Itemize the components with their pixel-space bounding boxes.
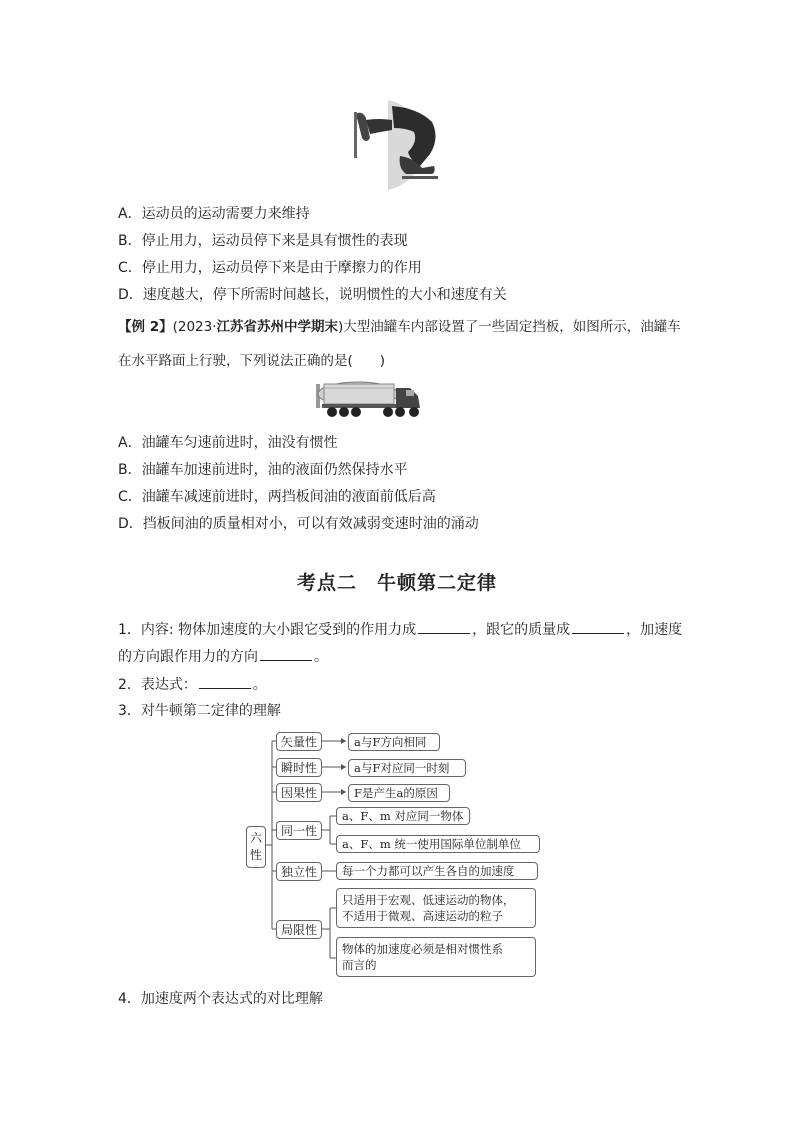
section-title: 考点二 牛顿第二定律 — [296, 572, 497, 594]
option-d: D．速度越大，停下所需时间越长，说明惯性的大小和速度有关 — [118, 287, 507, 303]
ex2-option-a: A．油罐车匀速前进时，油没有惯性 — [118, 435, 338, 451]
identity-item-1: a、F、m 对应同一物体 — [336, 807, 470, 825]
example-stem-line-1: 大型油罐车内部设置了一些固定挡板，如图所示，油罐车 — [343, 319, 681, 335]
item-2-text-a: 2．表达式： — [118, 677, 197, 693]
item-1-text-c: ，加速度 — [626, 622, 683, 638]
ex2-option-c: C．油罐车减速前进时，两挡板间油的液面前低后高 — [118, 489, 436, 505]
ex2-option-d: D．挡板间油的质量相对小，可以有效减弱变速时油的涌动 — [118, 516, 479, 532]
limitation-item-2-line-1: 物体的加速度必须是相对惯性系 — [342, 942, 503, 956]
example-source-school: 江苏省苏州中学期末 — [216, 319, 339, 335]
example-source-prefix: (2023· — [172, 319, 217, 335]
category-identity: 同一性 — [276, 821, 322, 840]
example-source-suffix: ) — [338, 319, 344, 335]
item-2-text-b: 。 — [252, 677, 267, 693]
diagram-root-label: 六性 — [249, 831, 262, 862]
vector-item: a与F方向相同 — [348, 733, 440, 751]
category-independence: 独立性 — [276, 862, 322, 881]
ex2-option-b: B．油罐车加速前进时，油的液面仍然保持水平 — [118, 462, 408, 478]
independence-item: 每一个力都可以产生各自的加速度 — [336, 862, 538, 880]
item-3-line: 3．对牛顿第二定律的理解 — [118, 703, 281, 719]
option-a: A．运动员的运动需要力来维持 — [118, 206, 310, 222]
identity-item-2: a、F、m 统一使用国际单位制单位 — [336, 835, 540, 853]
category-limitation: 局限性 — [276, 920, 322, 939]
example-stem-line-2: 在水平路面上行驶，下列说法正确的是( ) — [118, 353, 386, 369]
option-b: B．停止用力，运动员停下来是具有惯性的表现 — [118, 233, 408, 249]
limitation-item-1-line-2: 不适用于微观、高速运动的粒子 — [342, 909, 503, 923]
causal-item: F是产生a的原因 — [348, 784, 450, 802]
limitation-item-1 — [336, 888, 536, 928]
category-instant: 瞬时性 — [276, 758, 322, 777]
item-1-text-a: 1．内容: 物体加速度的大小跟它受到的作用力成 — [118, 622, 417, 638]
limitation-item-1-line-1: 只适用于宏观、低速运动的物体， — [342, 893, 515, 907]
limitation-item-2 — [336, 937, 536, 977]
example-tag: 【例 2】 — [118, 319, 173, 335]
item-4-line: 4．加速度两个表达式的对比理解 — [118, 991, 323, 1007]
item-1-text-e: 。 — [314, 649, 328, 665]
category-vector: 矢量性 — [276, 732, 322, 751]
limitation-item-2-line-2: 而言的 — [342, 958, 377, 972]
item-1-text-b: ，跟它的质量成 — [472, 622, 571, 638]
diagram-root — [246, 826, 266, 868]
category-causal: 因果性 — [276, 783, 322, 802]
item-1-text-d: 的方向跟作用力的方向 — [118, 649, 258, 665]
instant-item: a与F对应同一时刻 — [348, 759, 466, 777]
option-c: C．停止用力，运动员停下来是由于摩擦力的作用 — [118, 260, 422, 276]
